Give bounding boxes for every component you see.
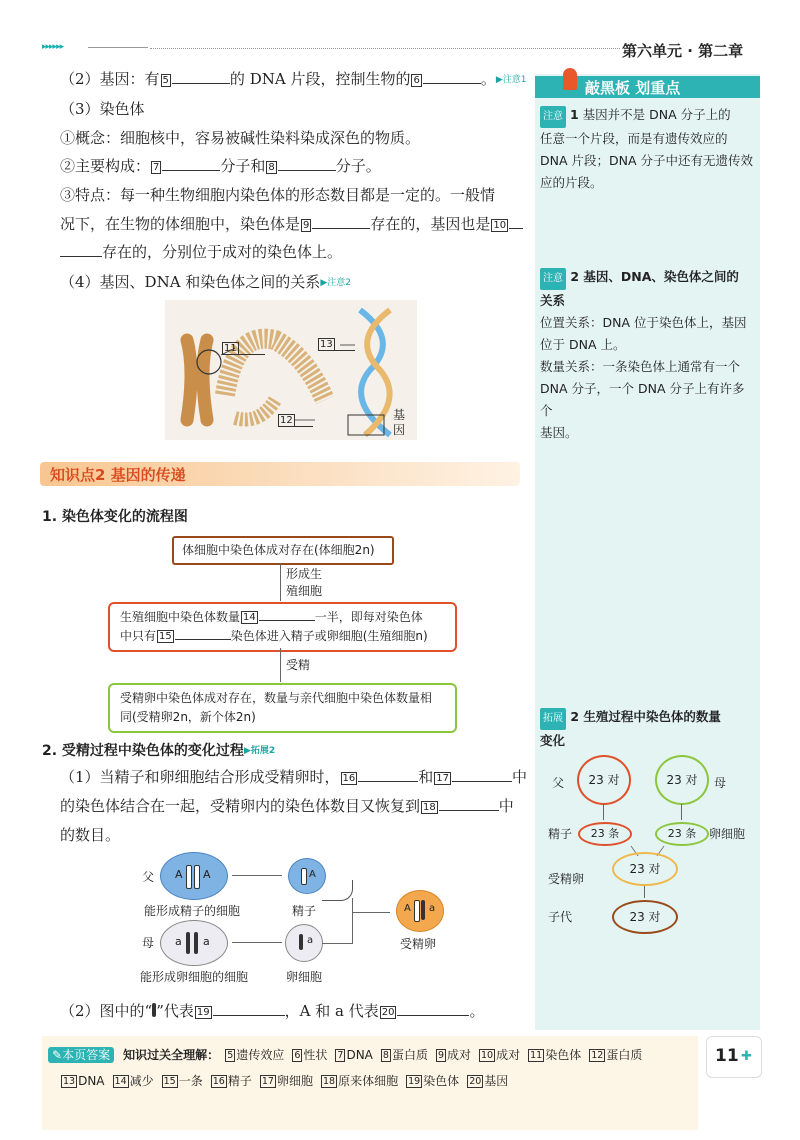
box2-d: 染色体进入精子或卵细胞(生殖细胞n) <box>230 629 428 643</box>
chromosome-mark <box>299 934 303 950</box>
answer-item <box>210 1074 252 1088</box>
box2-b: 一半，即每对染色体 <box>314 610 423 624</box>
answer-blank[interactable] <box>335 350 355 351</box>
answer-list-row1 <box>224 1044 649 1063</box>
answer-item <box>478 1048 520 1062</box>
answer-blank[interactable] <box>213 1015 285 1016</box>
answer-blank[interactable] <box>452 781 512 782</box>
gene-def-a: （2）基因：有 <box>60 70 160 88</box>
ext-tag: ▶拓展2 <box>243 746 276 756</box>
answer-blank[interactable] <box>509 228 523 229</box>
answer-text: 蛋白质 <box>391 1048 428 1062</box>
egg-cell-label: 能形成卵细胞的细胞 <box>140 970 249 984</box>
relation-line <box>60 271 351 294</box>
fert-p1c: 中 <box>512 768 528 786</box>
answer-text: 原来体细胞 <box>338 1074 399 1088</box>
blank-number: 16 <box>342 773 356 784</box>
note-line: 位置关系：DNA 位于染色体上，基因 <box>540 315 747 330</box>
answer-text: 遗传效应 <box>236 1048 285 1062</box>
answer-item <box>405 1074 459 1088</box>
answer-number: 8 <box>382 1050 389 1061</box>
answer-number: 16 <box>212 1076 225 1087</box>
chromosome-mark <box>194 932 198 954</box>
blank-number: 9 <box>303 220 310 231</box>
answer-blank[interactable] <box>439 810 499 811</box>
answer-number: 6 <box>294 1050 301 1061</box>
flow-box-2 <box>108 602 457 652</box>
answer-blank[interactable] <box>358 781 418 782</box>
note-line: 数量关系：一条染色体上通常有一个 <box>540 359 741 374</box>
question-2 <box>60 1000 484 1022</box>
note1 <box>540 104 755 194</box>
egg <box>285 924 323 962</box>
answer-number: 5 <box>227 1050 234 1061</box>
feature-line-3 <box>60 241 342 263</box>
fert-father-label: 父 <box>142 870 155 884</box>
feature-line-2 <box>60 213 523 235</box>
answer-number: 12 <box>591 1050 604 1061</box>
egg-producing-cell <box>160 920 228 966</box>
blank-number: 7 <box>153 162 160 173</box>
feature-2b: 存在的，基因也是 <box>370 215 491 233</box>
allele-a: a <box>429 903 436 914</box>
ext-title-b: 变化 <box>540 733 566 748</box>
note2 <box>540 266 755 444</box>
answer-number: 10 <box>481 1050 494 1061</box>
fert-line-1 <box>60 766 527 788</box>
answer-row-1 <box>48 1044 649 1063</box>
answer-row-2 <box>60 1070 515 1089</box>
note2-title-b: 关系 <box>540 293 566 308</box>
fert-p1a: （1）当精子和卵细胞结合形成受精卵时， <box>60 768 340 786</box>
answer-blank[interactable] <box>259 620 315 621</box>
answer-item <box>60 1074 105 1088</box>
flow-box-3 <box>108 683 457 733</box>
arrow <box>232 875 282 876</box>
answer-blank[interactable] <box>397 1015 469 1016</box>
chromosome-mark <box>414 900 420 922</box>
arrow <box>603 804 604 820</box>
answer-item <box>527 1048 581 1062</box>
relation-text: （4）基因、DNA 和染色体之间的关系 <box>60 273 321 291</box>
flow-box-1: 体细胞中染色体成对存在(体细胞2n) <box>172 536 394 565</box>
gene-label: 基因 <box>393 408 406 437</box>
blank-number: 11 <box>224 343 237 354</box>
note-tag: ▶注意1 <box>495 75 527 85</box>
side-mother-label: 母 <box>714 776 727 790</box>
answer-blank[interactable] <box>295 426 313 427</box>
side-zygote-label: 受精卵 <box>548 872 585 886</box>
side-sperm-label: 精子 <box>548 827 573 841</box>
answer-item <box>466 1074 508 1088</box>
answer-item <box>380 1048 428 1062</box>
q2d: 。 <box>469 1002 485 1020</box>
gene-def-b: 的 DNA 片段，控制生物的 <box>229 70 411 88</box>
answer-text: 精子 <box>227 1074 252 1088</box>
answer-intro: 知识过关全理解： <box>123 1048 220 1062</box>
blank-number: 15 <box>159 631 172 642</box>
answer-blank[interactable] <box>172 83 230 84</box>
bulb-icon: ✎ <box>52 1048 63 1062</box>
composition-c: 分子。 <box>335 157 381 175</box>
answer-text: DNA <box>346 1048 373 1062</box>
composition-b: 分子和 <box>220 157 266 175</box>
note-line: 基因。 <box>540 425 578 440</box>
ext-title: 生殖过程中染色体的数量 <box>583 709 721 724</box>
box2-c: 中只有 <box>120 629 157 643</box>
answer-number: 7 <box>337 1050 344 1061</box>
answer-item <box>291 1048 327 1062</box>
note-number: 1 <box>569 107 579 122</box>
fert-p2a: 的染色体结合在一起，受精卵内的染色体数目又恢复到 <box>60 797 421 815</box>
section2-title: 知识点2 基因的传递 <box>50 466 186 484</box>
answer-item <box>588 1048 642 1062</box>
q2b: ”代表 <box>156 1002 194 1020</box>
note-line: DNA 片段；DNA 分子中还有无遗传效 <box>540 153 754 168</box>
answer-blank[interactable] <box>312 228 370 229</box>
blank-number: 20 <box>381 1007 395 1018</box>
blank-number: 17 <box>436 773 450 784</box>
blank-number: 10 <box>493 220 507 231</box>
note-badge: 注意 <box>540 106 566 128</box>
zygote-label: 受精卵 <box>400 937 437 951</box>
arrow-1-label-a: 形成生 <box>286 567 323 581</box>
arrow <box>232 942 282 943</box>
egg-label: 卵细胞 <box>286 970 323 984</box>
allele-A: A <box>175 868 183 881</box>
side-egg-label: 卵细胞 <box>709 827 746 841</box>
answer-number: 15 <box>163 1076 176 1087</box>
header-rule-right <box>150 48 620 49</box>
allele-a: a <box>175 935 182 948</box>
answer-text: 成对 <box>447 1048 472 1062</box>
concept-line: ①概念：细胞核中，容易被碱性染料染成深色的物质。 <box>60 129 421 147</box>
answer-blank[interactable] <box>162 170 220 171</box>
fert-line-3: 的数目。 <box>60 826 121 844</box>
answer-blank[interactable] <box>278 170 336 171</box>
arrow <box>644 886 645 898</box>
note-line: 任意一个片段，而是有遗传效应的 <box>540 131 728 146</box>
zygote <box>396 890 444 932</box>
answer-text: 成对 <box>496 1048 521 1062</box>
blank-number: 13 <box>320 339 333 350</box>
note-number: 2 <box>570 269 580 284</box>
allele-a: a <box>203 935 210 948</box>
answer-number: 18 <box>322 1076 336 1087</box>
blank-number: 14 <box>243 612 256 623</box>
note-tag: ▶注意2 <box>320 278 351 288</box>
blank-number: 19 <box>196 1007 210 1018</box>
answer-number: 20 <box>469 1076 482 1087</box>
box2-a: 生殖细胞中染色体数量 <box>120 610 241 624</box>
chromosome-mark <box>194 865 200 889</box>
chromosome-mark <box>186 932 190 954</box>
chromosome-mark <box>421 900 425 920</box>
allele-a: a <box>307 935 314 946</box>
side-father-pair: 23 对 <box>577 755 631 805</box>
side-egg-single: 23 条 <box>655 822 709 846</box>
sperm-label: 精子 <box>292 904 317 918</box>
composition-line <box>60 155 381 177</box>
sidebar-title: 敲黑板 划重点 <box>585 79 681 97</box>
answer-blank[interactable] <box>175 639 231 640</box>
arrow-1-label-b: 殖细胞 <box>286 584 323 598</box>
answer-text: 基因 <box>484 1074 509 1088</box>
answer-item <box>224 1048 284 1062</box>
join-line <box>322 943 352 944</box>
answer-number: 19 <box>408 1076 421 1087</box>
answer-footer <box>42 1036 698 1130</box>
flow-arrow-1 <box>280 563 281 601</box>
arrow <box>681 804 682 820</box>
flow-arrow-2-label: 受精 <box>286 658 311 672</box>
ext-badge: 拓展 <box>540 708 566 730</box>
blank-number: 8 <box>268 162 275 173</box>
note-line: DNA 分子，一个 DNA 分子上有许多个 <box>540 381 745 418</box>
fert-line-2 <box>60 795 514 817</box>
page-number: 11 <box>715 1046 739 1066</box>
side-mother-pair: 23 对 <box>655 755 709 805</box>
box3-b: 同(受精卵2n，新个体2n) <box>120 710 256 724</box>
arrow <box>352 912 390 913</box>
side-sperm-single: 23 条 <box>578 822 632 846</box>
flow-arrow-1-label <box>286 566 322 600</box>
answer-text: 蛋白质 <box>606 1048 643 1062</box>
sperm-tail <box>322 880 353 901</box>
join-line <box>352 898 353 944</box>
q2a: （2）图中的“ <box>60 1002 153 1020</box>
answer-blank[interactable] <box>239 354 265 355</box>
side-zygote-pair: 23 对 <box>612 852 678 886</box>
sperm-producing-cell <box>160 852 228 900</box>
fert-p2b: 中 <box>498 797 514 815</box>
blank-number: 6 <box>413 75 420 86</box>
fert-heading-text: 2. 受精过程中染色体的变化过程 <box>42 743 244 759</box>
feature-line-1: ③特点：每一种生物细胞内染色体的形态数目都是一定的。一般情 <box>60 186 496 204</box>
answer-item <box>435 1048 471 1062</box>
allele-A: A <box>203 868 211 881</box>
answer-number: 9 <box>437 1050 444 1061</box>
blank-number: 18 <box>423 802 436 813</box>
answer-item <box>161 1074 203 1088</box>
answer-item <box>320 1074 398 1088</box>
sperm-cell-label: 能形成精子的细胞 <box>144 904 241 918</box>
section2-title-bar <box>40 462 520 486</box>
sprout-icon: ✚ <box>741 1049 752 1064</box>
note2-title: 基因、DNA、染色体之间的 <box>583 269 739 284</box>
note-line: 基因并不是 DNA 分子上的 <box>582 107 731 122</box>
gene-definition-line: （2）基因：有 5 的 DNA 片段，控制生物的 6 。▶注意1 <box>60 70 527 88</box>
extension2 <box>540 706 755 752</box>
answer-text: DNA <box>78 1074 105 1088</box>
chromosome-mark <box>186 865 192 889</box>
composition-a: ②主要构成： <box>60 157 151 175</box>
answer-text: 一条 <box>178 1074 203 1088</box>
answer-blank[interactable] <box>60 256 102 257</box>
answer-item <box>112 1074 154 1088</box>
answer-item <box>259 1074 313 1088</box>
answer-item <box>334 1048 372 1062</box>
person-icon <box>563 68 577 90</box>
side-offspring-label: 子代 <box>548 910 573 924</box>
answer-number: 11 <box>530 1050 543 1061</box>
fert-heading <box>42 740 275 760</box>
fert-mother-label: 母 <box>142 936 155 950</box>
chromosome-mark <box>301 868 307 885</box>
header-rule <box>88 47 148 48</box>
box3-a: 受精卵中染色体成对存在，数量与亲代细胞中染色体数量相 <box>120 691 433 705</box>
answer-blank[interactable] <box>423 83 481 84</box>
answer-number: 13 <box>63 1076 76 1087</box>
feature-3: 存在的，分别位于成对的染色体上。 <box>102 243 343 261</box>
allele-A: A <box>309 869 316 880</box>
blank-number: 5 <box>162 75 169 86</box>
feature-2a: 况下，在生物的体细胞中，染色体是 <box>60 215 301 233</box>
answer-number: 17 <box>261 1076 274 1087</box>
page-number-box <box>706 1036 762 1078</box>
note-line: 应的片段。 <box>540 175 603 190</box>
answer-text: 染色体 <box>423 1074 460 1088</box>
blank-number: 12 <box>280 415 293 426</box>
header-dots: ▸▸▸▸▸▸ <box>42 42 64 52</box>
side-offspring-pair: 23 对 <box>612 900 678 934</box>
flow-heading: 1. 染色体变化的流程图 <box>42 509 188 525</box>
side-father-label: 父 <box>552 776 565 790</box>
answer-text: 卵细胞 <box>276 1074 313 1088</box>
chromosome-title: （3）染色体 <box>60 100 145 118</box>
answer-text: 减少 <box>129 1074 154 1088</box>
q2c: ，A 和 a 代表 <box>284 1002 379 1020</box>
header-title: 第六单元 · 第二章 <box>622 42 744 60</box>
ext-number: 2 <box>570 709 580 724</box>
note-badge: 注意 <box>540 268 566 290</box>
chromosome-dna-illustration <box>165 300 417 440</box>
flow-arrow-2 <box>280 648 281 682</box>
fert-p1b: 和 <box>418 768 434 786</box>
answer-text: 性状 <box>303 1048 328 1062</box>
sidebar-title-bar <box>535 76 760 98</box>
note-line: 位于 DNA 上。 <box>540 337 626 352</box>
sperm <box>288 858 326 894</box>
answer-label-badge <box>48 1047 114 1063</box>
answer-text: 染色体 <box>545 1048 582 1062</box>
answer-number: 14 <box>114 1076 127 1087</box>
allele-A: A <box>404 903 411 914</box>
answer-label: 本页答案 <box>62 1048 111 1062</box>
